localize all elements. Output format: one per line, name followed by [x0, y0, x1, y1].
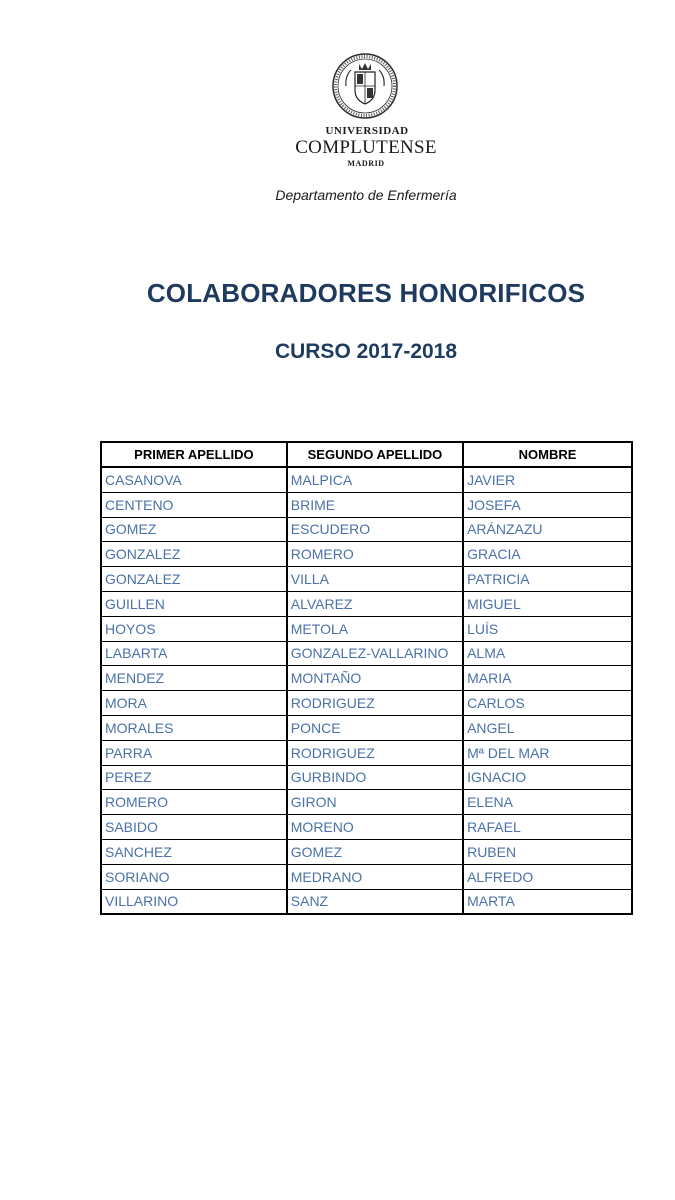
page-title: COLABORADORES HONORIFICOS: [146, 278, 586, 308]
column-header-name: NOMBRE: [463, 442, 632, 467]
cell-first-surname: GOMEZ: [101, 517, 287, 542]
cell-name: Mª DEL MAR: [463, 740, 632, 765]
cell-second-surname: RODRIGUEZ: [287, 740, 463, 765]
cell-second-surname: ROMERO: [287, 542, 463, 567]
cell-first-surname: GONZALEZ: [101, 542, 287, 567]
table-row: [101, 691, 632, 716]
table-row: [101, 790, 632, 815]
course-subtitle: CURSO 2017-2018: [274, 340, 458, 363]
cell-second-surname: GOMEZ: [287, 839, 463, 864]
cell-second-surname: MALPICA: [287, 467, 463, 492]
cell-second-surname: METOLA: [287, 616, 463, 641]
cell-first-surname: MENDEZ: [101, 666, 287, 691]
cell-first-surname: ROMERO: [101, 790, 287, 815]
cell-name: JAVIER: [463, 467, 632, 492]
cell-second-surname: PONCE: [287, 715, 463, 740]
cell-name: MARIA: [463, 666, 632, 691]
cell-name: RUBEN: [463, 839, 632, 864]
table-row: [101, 517, 632, 542]
table-row: [101, 616, 632, 641]
cell-name: ELENA: [463, 790, 632, 815]
cell-name: ALFREDO: [463, 864, 632, 889]
table-row: [101, 765, 632, 790]
cell-name: ANGEL: [463, 715, 632, 740]
table-row: [101, 889, 632, 914]
institution-city: MADRID: [347, 159, 385, 168]
department-name: Departamento de Enfermería: [275, 187, 457, 203]
cell-first-surname: LABARTA: [101, 641, 287, 666]
cell-second-surname: MEDRANO: [287, 864, 463, 889]
cell-first-surname: GUILLEN: [101, 591, 287, 616]
cell-second-surname: BRIME: [287, 492, 463, 517]
cell-second-surname: MORENO: [287, 815, 463, 840]
cell-second-surname: GONZALEZ-VALLARINO: [287, 641, 463, 666]
table-header-row: [101, 442, 632, 467]
table-row: [101, 542, 632, 567]
cell-name: GRACIA: [463, 542, 632, 567]
cell-second-surname: SANZ: [287, 889, 463, 914]
table-row: [101, 567, 632, 592]
cell-name: MIGUEL: [463, 591, 632, 616]
table-row: [101, 591, 632, 616]
cell-second-surname: RODRIGUEZ: [287, 691, 463, 716]
cell-name: CARLOS: [463, 691, 632, 716]
cell-first-surname: SABIDO: [101, 815, 287, 840]
cell-second-surname: GIRON: [287, 790, 463, 815]
cell-second-surname: MONTAÑO: [287, 666, 463, 691]
cell-name: LUÍS: [463, 616, 632, 641]
table-row: [101, 815, 632, 840]
cell-name: ARÁNZAZU: [463, 517, 632, 542]
university-seal-icon: [331, 52, 399, 120]
table-row: [101, 839, 632, 864]
cell-first-surname: HOYOS: [101, 616, 287, 641]
table-row: [101, 666, 632, 691]
cell-second-surname: GURBINDO: [287, 765, 463, 790]
cell-first-surname: CASANOVA: [101, 467, 287, 492]
cell-second-surname: ESCUDERO: [287, 517, 463, 542]
table-row: [101, 641, 632, 666]
cell-name: PATRICIA: [463, 567, 632, 592]
cell-first-surname: SANCHEZ: [101, 839, 287, 864]
table-row: [101, 467, 632, 492]
cell-first-surname: MORA: [101, 691, 287, 716]
cell-second-surname: VILLA: [287, 567, 463, 592]
institution-name-line2: COMPLUTENSE: [295, 137, 437, 158]
cell-second-surname: ALVAREZ: [287, 591, 463, 616]
cell-first-surname: PARRA: [101, 740, 287, 765]
table-row: [101, 864, 632, 889]
institution-name-line1: UNIVERSIDAD: [325, 125, 409, 137]
cell-name: JOSEFA: [463, 492, 632, 517]
table-row: [101, 715, 632, 740]
cell-first-surname: SORIANO: [101, 864, 287, 889]
collaborators-table: [100, 441, 633, 915]
cell-first-surname: PEREZ: [101, 765, 287, 790]
cell-first-surname: CENTENO: [101, 492, 287, 517]
cell-name: RAFAEL: [463, 815, 632, 840]
cell-name: IGNACIO: [463, 765, 632, 790]
table-row: [101, 740, 632, 765]
column-header-first-surname: PRIMER APELLIDO: [101, 442, 287, 467]
cell-first-surname: GONZALEZ: [101, 567, 287, 592]
column-header-second-surname: SEGUNDO APELLIDO: [287, 442, 463, 467]
cell-name: ALMA: [463, 641, 632, 666]
cell-first-surname: MORALES: [101, 715, 287, 740]
cell-name: MARTA: [463, 889, 632, 914]
cell-first-surname: VILLARINO: [101, 889, 287, 914]
table-body: [101, 467, 632, 914]
table-row: [101, 492, 632, 517]
